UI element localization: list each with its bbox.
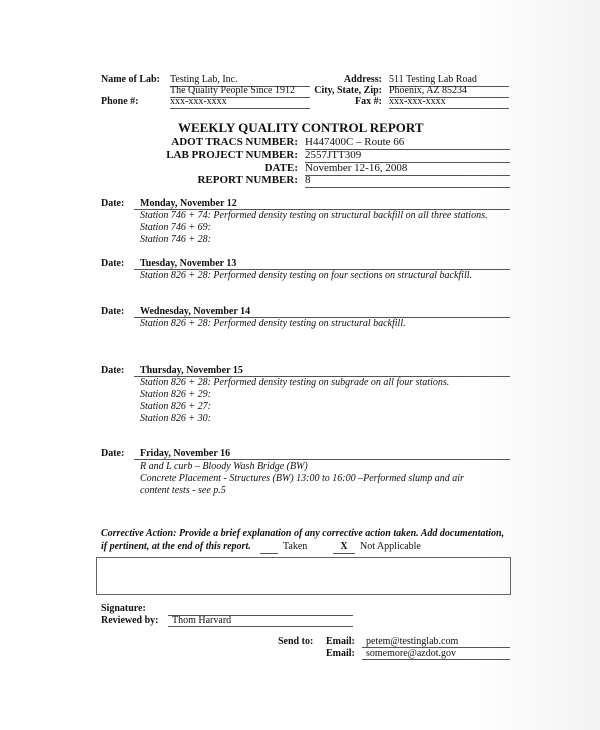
email-field-2: somemore@azdot.gov xyxy=(362,648,510,660)
entry-line: R and L curb – Bloody Wash Bridge (BW) xyxy=(140,461,308,472)
entry-line: Station 826 + 27: xyxy=(140,401,211,412)
entry-line: Station 746 + 69: xyxy=(140,222,211,233)
report-number-label: REPORT NUMBER: xyxy=(197,174,298,186)
report-title: WEEKLY QUALITY CONTROL REPORT xyxy=(178,120,424,135)
corrective-action-line2: if pertinent, at the end of this report. xyxy=(101,541,251,552)
name-of-lab-label: Name of Lab: xyxy=(101,74,160,85)
lab-tagline-field: The Quality People Since 1912 xyxy=(170,85,310,98)
date-label-tuesday: Date: xyxy=(101,258,125,269)
date-label-thursday: Date: xyxy=(101,365,125,376)
fax-field: xxx-xxx-xxxx xyxy=(389,96,509,109)
phone-label: Phone #: xyxy=(101,96,139,107)
taken-label: Taken xyxy=(283,541,308,552)
corrective-action-textbox[interactable] xyxy=(96,557,511,595)
send-to-label: Send to: xyxy=(278,636,314,647)
not-applicable-label: Not Applicable xyxy=(360,541,421,552)
day-heading-wednesday: Wednesday, November 14 xyxy=(134,306,510,318)
entry-line: Station 826 + 28: Performed density testing on subgrade on all four stations. xyxy=(140,377,450,388)
entry-line: Station 746 + 28: xyxy=(140,234,211,245)
date-label-friday: Date: xyxy=(101,448,125,459)
fax-label: Fax #: xyxy=(355,96,382,107)
not-applicable-checkbox[interactable]: X xyxy=(333,541,355,554)
day-heading-thursday: Thursday, November 15 xyxy=(134,365,510,377)
date-label-monday: Date: xyxy=(101,198,125,209)
adot-tracs-field: H447400C – Route 66 xyxy=(305,136,510,150)
day-heading-tuesday: Tuesday, November 13 xyxy=(134,258,510,270)
corrective-action-line1: Corrective Action: Provide a brief explanation of any corrective action taken. Add documentation, xyxy=(101,528,505,539)
lab-name-field: Testing Lab, Inc. xyxy=(170,74,310,87)
lab-project-field: 2557JTT309 xyxy=(305,149,510,163)
phone-field: xxx-xxx-xxxx xyxy=(170,96,310,109)
signature-label: Signature: xyxy=(101,603,146,614)
report-number-field: 8 xyxy=(305,174,510,188)
email-field-1: petem@testinglab.com xyxy=(362,636,510,648)
date-label: DATE: xyxy=(264,162,298,174)
entry-line: content tests - see p.5 xyxy=(140,485,226,496)
day-heading-monday: Monday, November 12 xyxy=(134,198,510,210)
day-heading-friday: Friday, November 16 xyxy=(134,448,510,460)
reviewed-by-label: Reviewed by: xyxy=(101,615,159,626)
taken-checkbox[interactable] xyxy=(260,541,278,554)
address-field: 511 Testing Lab Road xyxy=(389,74,509,87)
adot-tracs-label: ADOT TRACS NUMBER: xyxy=(171,136,298,148)
email-label-1: Email: xyxy=(326,636,355,647)
reviewed-by-field: Thom Harvard xyxy=(168,615,353,627)
city-state-zip-label: City, State, Zip: xyxy=(314,85,382,96)
entry-line: Station 826 + 30: xyxy=(140,413,211,424)
email-label-2: Email: xyxy=(326,648,355,659)
entry-line: Concrete Placement - Structures (BW) 13:00 to 16:00 –Performed slump and air xyxy=(140,473,464,484)
entry-line: Station 826 + 28: Performed density testing on structural backfill. xyxy=(140,318,406,329)
date-label-wednesday: Date: xyxy=(101,306,125,317)
entry-line: Station 826 + 28: Performed density testing on four sections on structural backfill. xyxy=(140,270,472,281)
address-label: Address: xyxy=(343,74,382,85)
lab-project-label: LAB PROJECT NUMBER: xyxy=(166,149,298,161)
entry-line: Station 746 + 74: Performed density testing on structural backfill on all three stations. xyxy=(140,210,488,221)
date-field: November 12-16, 2008 xyxy=(305,162,510,176)
city-state-zip-field: Phoenix, AZ 85234 xyxy=(389,85,509,98)
entry-line: Station 826 + 29: xyxy=(140,389,211,400)
